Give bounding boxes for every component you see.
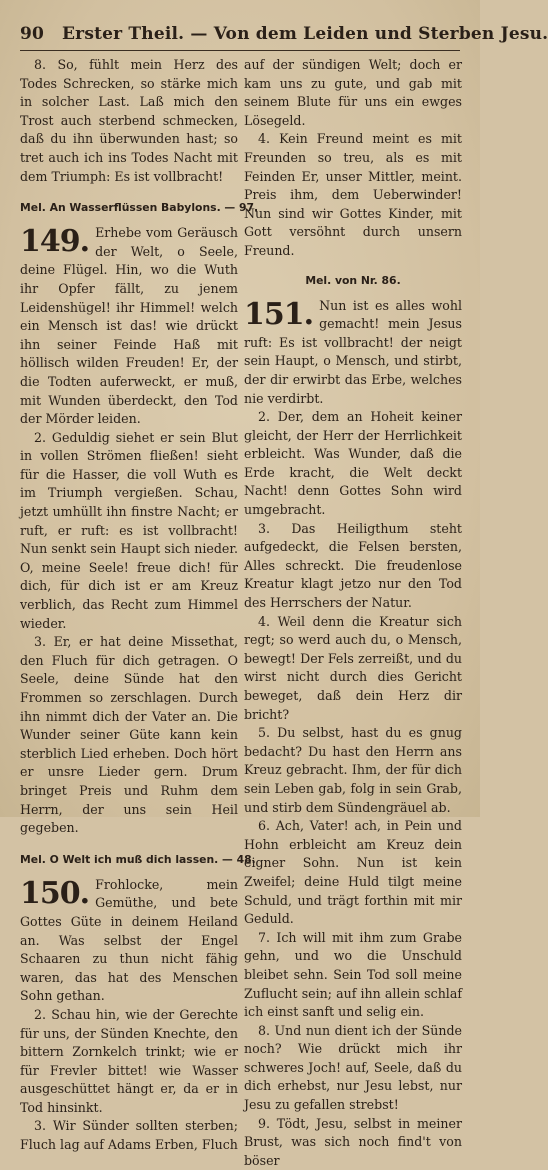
left-column xyxy=(20,56,259,1153)
melody-line-151: Mel. von Nr. 86. xyxy=(305,273,401,287)
hymn-151-verse-3: 3. Das Heiligthum steht aufgedeckt, die Felsen bersten, Alles schreckt. Die freudenlose Kreatur klagt jetzo nur den Tod des Herrschers der Natur. xyxy=(244,520,462,611)
hymn-number-149: 149. xyxy=(20,224,90,260)
header-rule xyxy=(20,50,460,51)
hymn-151-verse-6: 6. Ach, Vater! ach, in Pein und Hohn erbleicht am Kreuz dein eigner Sohn. Nun ist kein Zweifel; deine Huld tilgt meine Schuld, und trägt forthin mit mir Geduld. xyxy=(244,818,462,927)
hymn-149 xyxy=(20,224,238,838)
hymn-151 xyxy=(244,297,462,1170)
hymn-149-verse-2: 2. Geduldig siehet er sein Blut in vollen Strömen fließen! sieht für die Hasser, die voll Wuth es im Triumph vergießen. Schau, jetzt umhüllt ihn finstre Nacht; er ruft, er ruft: es ist vollbracht! Nun senkt sein Haupt sich nieder. O, meine Seele! freue dich! für dich, für dich ist er am Kreuz verblich, das Recht zum Himmel wieder. xyxy=(20,429,238,631)
hymn-number-150: 150. xyxy=(20,875,90,911)
hymn-149-verse-1: Erhebe vom Geräusch der Welt, o Seele, deine Flügel. Hin, wo die Wuth ihr Opfer fällt, zu jenem Leidenshügel! ihr Himmel! welch ein Mensch ist das! wie drückt ihn seiner Feinde Haß mit höllisch wilden Freuden! Er, der die Todten auferweckt, er muß, mit Wunden überdeckt, den Tod der Mörder leiden. xyxy=(20,225,238,427)
hymn-150-verse-4: 4. Kein Freund meint es mit Freunden so treu, als es mit Feinden Er, unser Mittler, meint. Preis ihm, dem Ueberwinder! Nun sind wir Gottes Kinder, mit Gott versöhnt durch unsern Freund. xyxy=(244,131,462,258)
running-header xyxy=(20,24,548,50)
hymn-151-verse-5: 5. Du selbst, hast du es gnug bedacht? Du hast den Herrn ans Kreuz gebracht. Ihm, der für dich sein Leben gab, folg in sein Grab, und stirb dem Sündengräuel ab. xyxy=(244,725,462,815)
hymn-number-151: 151. xyxy=(244,296,314,332)
hymn-151-verse-7: 7. Ich will mit ihm zum Grabe gehn, und wo die Unschuld bleibet sehn. Sein Tod soll meine Zuflucht sein; auf ihn allein schlaf ich einst sanft und selig ein. xyxy=(244,929,462,1020)
melody-line-150: Mel. O Welt ich muß dich lassen. — 48. xyxy=(20,852,256,866)
melody-line-149: Mel. An Wasserflüssen Babylons. — 97. xyxy=(20,201,259,215)
hymn-151-verse-4: 4. Weil denn die Kreatur sich regt; so werd auch du, o Mensch, bewegt! Der Fels zerreißt, und du wirst nicht durch dies Gericht beweget, daß dein Herz dir bricht? xyxy=(244,613,462,722)
hymn-150 xyxy=(20,876,238,1155)
hymn-151-verse-1: Nun ist es alles wohl gemacht! mein Jesus ruft: Es ist vollbracht! der neigt sein Haupt, o Mensch, und stirbt, der dir erwirbt das Erbe, welches nie verdirbt. xyxy=(244,297,462,406)
hymn-151-verse-2: 2. Der, dem an Hoheit keiner gleicht, der Herr der Herrlichkeit erbleicht. Was Wunder, daß die Erde kracht, die Welt deckt Nacht! denn Gottes Sohn wird umgebracht. xyxy=(244,409,462,518)
hymn-151-verse-9: 9. Tödt, Jesu, selbst in meiner Brust, was sich noch find't von böser xyxy=(244,1115,462,1168)
hymn-150-verse-1: Frohlocke, mein Gemüthe, und bete Gottes Güte in deinem Heiland an. Was selbst der Engel Schaaren zu thun nicht fähig waren, das hat des Menschen Sohn gethan. xyxy=(20,876,238,1004)
hymn-149-verse-3: 3. Er, er hat deine Missethat, den Fluch für dich getragen. O Seele, deine Sünde hat den Frommen so zerschlagen. Durch ihn nimmt dich der Vater an. Die Wunder seiner Güte kann kein sterblich Lied erheben. Doch hört er unsre Lieder gern. Drum bringet Preis und Ruhm dem Herrn, der uns sein Heil gegeben. xyxy=(20,634,238,836)
continued-verse-8: 8. So, fühlt mein Herz des Todes Schrecken, so stärke mich in solcher Last. Laß mich den Trost auch sterbend schmecken, daß du ihn überwunden hast; so tret auch ich ins Todes Nacht mit dem Triumph: Es ist vollbracht! xyxy=(20,57,238,184)
right-column xyxy=(244,56,462,1168)
continued-verse-3: auf der sündigen Welt; doch er kam uns zu gute, und gab mit seinem Blute für uns ein ewges Lösegeld. xyxy=(244,57,462,128)
page-number: 90 xyxy=(20,24,45,44)
hymn-150-verse-2: 2. Schau hin, wie der Gerechte für uns, der Sünden Knechte, den bittern Zornkelch trinkt; wie er für Frevler bittet! wie Wasser ausgeschüttet hängt er, da er in Tod hinsinkt. xyxy=(20,1006,238,1115)
running-title: Erster Theil. — Von dem Leiden und Sterben Jesu. xyxy=(62,24,548,44)
hymn-150-verse-3: 3. Wir Sünder sollten sterben; Fluch lag auf Adams Erben, Fluch xyxy=(20,1118,238,1153)
hymn-151-verse-8: 8. Und nun dient ich der Sünde noch? Wie drückt mich ihr schweres Joch! auf, Seele, daß du dich erhebst, nur Jesu lebst, nur Jesu zu gefallen strebst! xyxy=(244,1022,462,1113)
